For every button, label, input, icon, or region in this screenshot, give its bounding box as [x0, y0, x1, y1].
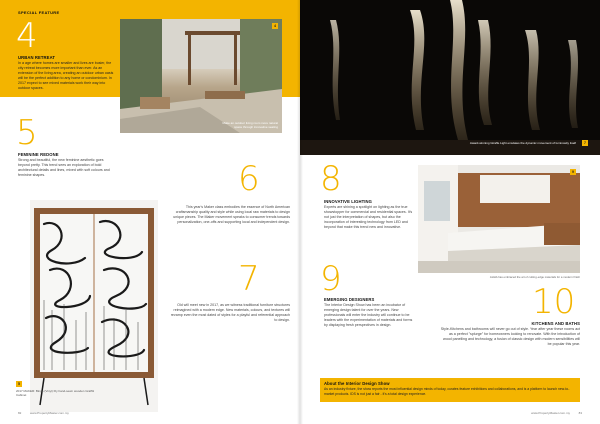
kitchen-photo	[418, 165, 580, 273]
kitchen-caption: AHHA has embraced the art of cutting-edge materials for a modern finish	[489, 275, 580, 279]
body-kitchens-baths: Style-Kitchens and bathrooms will never go out of style. Year after year these rooms act as a perfect "splurge" for homeowners looking to renovate. With the introduction of wood panelling and technology, a fusion of classic design with modern sensibilities will be popular this year.	[440, 327, 580, 346]
about-body: As an industry fixture, the show reports the most influential design minds of today, curates feature exhibitions and collaborations, and is a platform to launch new-to-market products. IDS is not just a fair - it's a total design experience.	[324, 387, 570, 396]
heading-urban-retreat: URBAN RETREAT	[18, 55, 56, 60]
badge-4: 4	[272, 23, 278, 29]
garden-caption: Make an outdoor living room more natural space through innovative seating	[222, 121, 278, 129]
badge-7: 7	[582, 140, 588, 146]
garden-illustration	[120, 19, 282, 133]
page-gutter	[297, 0, 303, 424]
heading-feminine-redone: FEMININE REDONE	[18, 152, 59, 157]
heading-kitchens-baths: KITCHENS AND BATHS	[531, 321, 580, 326]
number-4: 4	[16, 16, 38, 56]
lights-illustration	[300, 0, 600, 155]
number-5: 5	[16, 113, 38, 153]
number-9: 9	[320, 259, 342, 299]
kitchen-illustration	[418, 165, 580, 273]
badge-9: 9	[570, 169, 576, 175]
body-classics-revisited: Old will meet new in 2017, as we witness traditional furniture structures reimagined with a modern edge. New materials, colours, and textures will revamp even the most dated of styles for a playful and referential approach to design.	[170, 303, 290, 322]
garden-photo	[120, 19, 282, 133]
heading-innovative-lighting: INNOVATIVE LIGHTING	[324, 199, 373, 204]
lights-photo	[300, 0, 600, 155]
left-page-number: 82	[18, 411, 22, 415]
badge-5: 5	[16, 381, 22, 387]
about-box	[320, 378, 580, 402]
body-urban-retreat: In a age where homes are smaller and lives are busier, the city retreat becomes more important than ever. As an extension of the living area, creating an outdoor urban oasis will be the perfect addition to any home or condominium. In 2017 expect to see mixed materials work their way into outdoor spaces.	[18, 61, 114, 90]
section-label: SPECIAL FEATURE	[18, 10, 60, 15]
number-8: 8	[320, 159, 342, 199]
right-website: www.PropertyMaster.com.my	[531, 411, 570, 415]
body-emerging-designers: The Interior Design Show has been an incubator of emerging design talent for over the years. New professionals will enter the industry will continue to be leaders with the experimentation of materials and forms by displaying fresh perspectives in design.	[324, 303, 413, 327]
right-page	[300, 0, 600, 424]
number-7: 7	[238, 259, 260, 299]
body-innovative-lighting: Experts are shining a spotlight on lighting as the true showstopper for commercial and residential spaces. It's not just the interpretation of shapes, but also the incorporation of interesting technology from LED and beyond that make this trend new and innovative.	[324, 205, 413, 229]
lights-caption: Award-winning Giraffe Light emulates the dynamic movement of luminosity itself	[469, 141, 576, 145]
body-maker-movement: This year's Maker class embodies the essence of North American craftsmanship quality and style while using local raw materials to design unique pieces. The Maker movement speaks to consumer trends towards personalization, one-offs and supporting local and independent design.	[173, 205, 290, 224]
number-6: 6	[238, 159, 260, 199]
cabinet-photo	[16, 200, 158, 412]
cabinet-caption: 2017 MAKER: Bingo (Vinyl) Fly hand-sewn wooden Graffiti Cabinet	[16, 389, 95, 397]
about-heading: About the Interior Design Show	[324, 381, 390, 386]
cabinet-illustration	[30, 200, 158, 412]
right-page-number: 83	[578, 411, 582, 415]
body-feminine-redone: Strong and beautiful, the new feminine aesthetic goes beyond pretty. This trend sees an exploration of bold architectural details and lines, mixed with soft colours and feminine shapes.	[18, 158, 110, 177]
number-10: 10	[532, 282, 576, 322]
heading-emerging-designers: EMERGING DESIGNERS	[324, 297, 375, 302]
left-website: www.PropertyMaster.com.my	[30, 411, 69, 415]
